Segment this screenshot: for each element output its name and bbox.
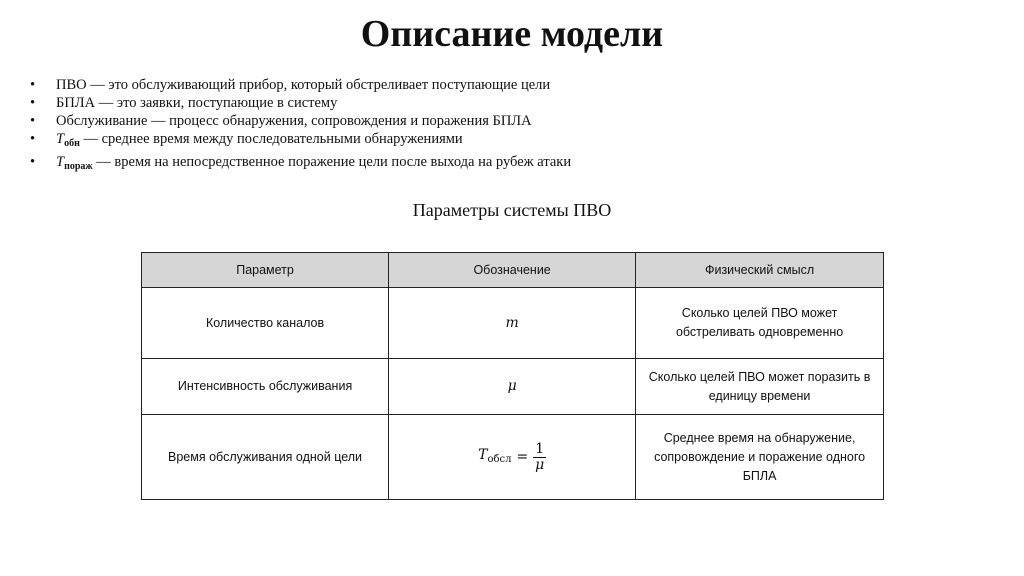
bullet-text: — среднее время между последовательными обнаружениями <box>79 131 463 147</box>
cell-symbol <box>389 415 636 500</box>
cell-symbol <box>389 288 636 359</box>
header-parameter: Параметр <box>142 253 389 288</box>
bullet-item <box>30 130 990 153</box>
table-row <box>142 415 884 500</box>
formula-service-time: $T_{обсл}$ = $\frac{1}{\mu}$ <box>478 440 545 473</box>
cell-parameter: Количество каналов <box>142 288 389 359</box>
bullet-text: Обслуживание — процесс обнаружения, сопровождения и поражения БПЛА <box>56 113 532 129</box>
bullet-item <box>30 112 990 130</box>
symbol-mu: μ <box>507 378 517 394</box>
cell-meaning: Сколько целей ПВО может обстреливать одновременно <box>636 288 884 359</box>
cell-meaning: Сколько целей ПВО может поразить в единицу времени <box>636 359 884 415</box>
parameters-table <box>141 252 884 500</box>
header-symbol: Обозначение <box>389 253 636 288</box>
bullet-text: — время на непосредственное поражение цели после выхода на рубеж атаки <box>92 154 572 170</box>
cell-parameter: Время обслуживания одной цели <box>142 415 389 500</box>
symbol-m: m <box>505 314 519 331</box>
bullet-item <box>30 94 990 112</box>
table-row <box>142 288 884 359</box>
table-caption: Параметры системы ПВО <box>412 200 612 220</box>
math-symbol: $T_{пораж}$ <box>56 154 93 172</box>
bullet-item <box>30 153 990 176</box>
fraction: $\frac{1}{\mu}$ <box>535 440 545 473</box>
table-header-row <box>142 253 884 288</box>
bullet-text: ПВО — это обслуживающий прибор, который обстреливает поступающие цели <box>56 77 551 93</box>
math-symbol: $T_{обн}$ <box>56 131 80 149</box>
cell-parameter: Интенсивность обслуживания <box>142 359 389 415</box>
bullet-list <box>30 76 990 176</box>
bullet-item <box>30 76 990 94</box>
header-meaning: Физический смысл <box>636 253 884 288</box>
cell-symbol <box>389 359 636 415</box>
slide-title: Описание модели <box>360 13 664 55</box>
cell-meaning: Среднее время на обнаружение, сопровождение и поражение одного БПЛА <box>636 415 884 500</box>
table-row <box>142 359 884 415</box>
bullet-text: БПЛА — это заявки, поступающие в систему <box>56 95 338 111</box>
